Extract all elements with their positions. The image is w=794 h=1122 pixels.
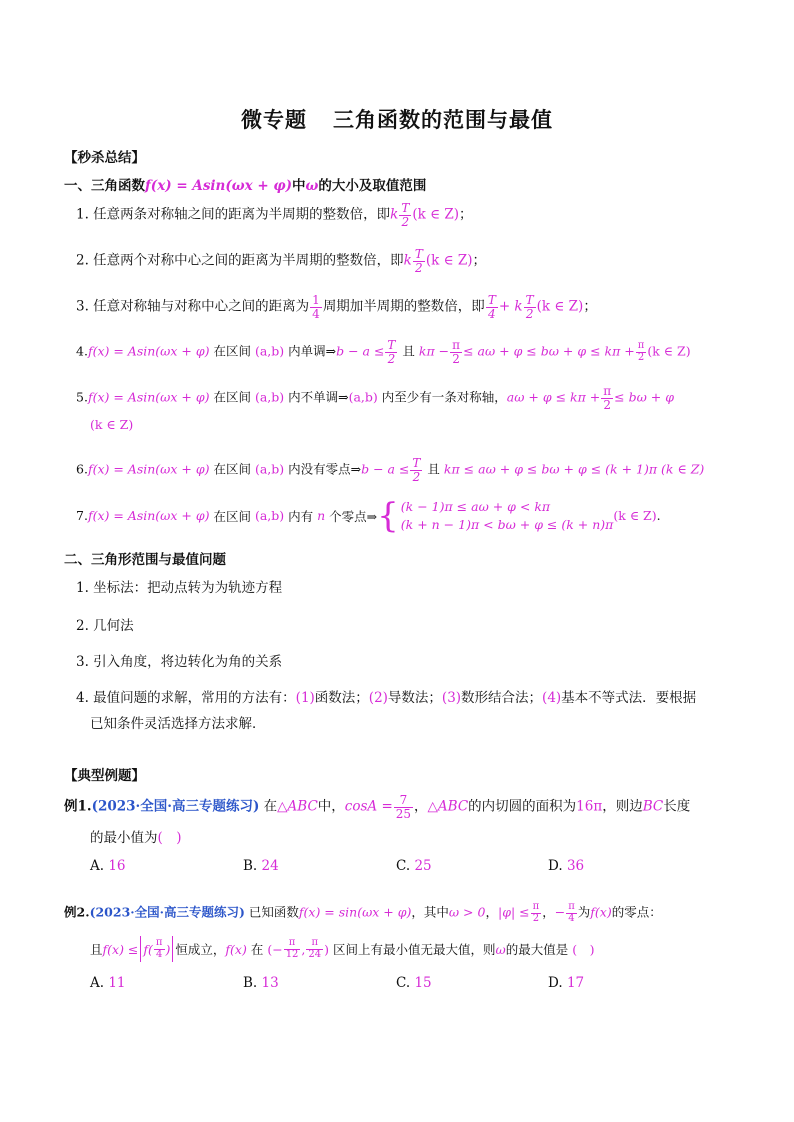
item3-n1: T [487,293,496,307]
ex2-ad: 4 [156,948,163,960]
summary-item-6 [76,457,704,483]
ex2-comma: , [301,941,306,957]
item2-fraction [413,248,425,274]
ex2-iv-left: (− [267,941,283,957]
item1-k: k [390,206,399,223]
item5-formula: f(x) = Asin(ωx + φ) [87,389,210,405]
item3-frac-1 [486,294,498,320]
ex1-choice-b [243,858,279,874]
summary-item-2 [76,248,486,274]
ex2-absclose: ) [165,941,171,957]
item1-den: 2 [401,214,410,229]
method-4-num: (4) [542,690,562,706]
ex2-choice-b-value: 13 [261,975,279,991]
ex2-choice-a-value: 11 [108,975,126,991]
item5-c: 内至少有一条对称轴， [381,389,507,405]
item4-gn: π [452,338,461,352]
item4-b: 内单调⇒ [288,343,337,359]
section1-heading-mid: 中 [291,178,306,194]
item4-e: 且 [402,343,415,359]
item4-a: 在区间 [213,343,251,359]
item5-interval: (a,b) [254,389,285,405]
example-1-line2 [90,826,182,846]
ex2-zn: π [568,901,575,912]
ex2-omega-cond: ω > 0 [448,904,486,920]
item7-row-1: (k − 1)π ≤ aω + φ < kπ [400,499,551,514]
ex1-label: 例1. [64,798,92,815]
section2-item-2: 2. 几何法 [76,618,134,634]
section2-item-4-line2: 已知条件灵活选择方法求解． [90,716,266,732]
item6-e: 且 [427,461,440,477]
ex2-source: (2023·全国·高三专题练习) [89,904,245,920]
item4-hfrac [636,341,647,363]
ex2-id2: 24 [308,948,322,960]
section1-heading-formula: f(x) = Asin(ωx + φ) [145,178,292,194]
item4-hd: 2 [637,351,645,363]
ex2-fx2: f(x) [225,941,247,957]
ex2-pd: 2 [532,912,540,924]
ex2-d: ， [542,904,555,920]
item7-end: . [656,508,661,523]
ex2-choice-c [396,975,432,991]
ex2-a: 已知函数 [248,904,299,920]
item6-b: 内没有零点⇒ [288,461,362,477]
ex2-an: π [155,937,163,948]
ex1-choice-b-letter: B. [243,858,258,874]
item1-fraction [399,202,411,228]
ex1-f: 长度 [663,798,691,815]
section1-heading-pre: 一、三角函数 [64,178,145,194]
item6-c: b − a ≤ [361,461,410,477]
method-1-num: (1) [295,690,315,706]
item5-gn: π [603,384,612,398]
ex2-answer-blank: ( ) [572,942,595,957]
section2-item-4 [76,686,696,706]
ex2-pn: π [532,901,540,912]
item7-system: { (k − 1)π ≤ aω + φ < kπ (k + n − 1)π < bω + φ ≤ (k + n)π [377,495,614,536]
method-4: 基本不等式法．要根据 [561,690,697,706]
item4-hn: π [637,340,645,352]
ex2-zd: 4 [568,912,575,924]
method-2-num: (2) [368,690,388,706]
ex2-g: 的零点： [611,904,662,920]
ex2-abs-value [138,936,175,962]
item6-frac [410,457,422,483]
item3-quarter [310,294,322,320]
method-1: 函数法； [314,690,369,706]
summary-heading: 【秒杀总结】 [64,150,145,166]
item3-tail: (k ∈ Z) [536,298,584,315]
ex1-choice-c-value: 25 [414,858,432,874]
item4-gfrac [450,339,462,365]
ex1-den: 25 [395,806,412,821]
method-2: 导数法； [387,690,442,706]
ex2-abs-frac [154,938,165,960]
ex1-source: (2023·全国·高三专题练习) [91,798,260,815]
ex1-choice-d [548,858,584,874]
item4-gd: 2 [452,351,460,366]
item6-g: kπ ≤ aω + φ ≤ bω + φ ≤ (k + 1)π (k ∈ Z) [443,461,705,477]
ex1-choice-a-letter: A. [90,858,105,874]
section2-heading: 二、三角形范围与最值问题 [64,552,226,568]
page-title [0,104,794,134]
item7-pre: 7. [76,508,88,523]
ex2-fx: f(x) [590,904,612,920]
item7-c: 个零点⇒ [329,508,378,524]
item5-a: 在区间 [213,389,251,405]
item3-d2: 2 [525,306,534,321]
item3-text: 3. 任意对称轴与对称中心之间的距离为 [76,298,310,315]
item4-formula: f(x) = Asin(ωx + φ) [87,343,210,359]
ex1-d: 的内切圆的面积为 [468,798,577,815]
item4-interval: (a,b) [254,343,285,359]
item6-pre: 6. [76,461,88,477]
item5-interval-2: (a,b) [348,389,378,405]
ex1-choice-a [90,858,126,874]
summary-item-1 [76,202,473,228]
ex1-bc: BC [642,798,664,815]
ex1-a: 在 [263,798,278,815]
item7-tail: (k ∈ Z) [613,508,657,523]
item7-a: 在区间 [213,508,251,524]
example-1 [64,794,690,820]
item3-den: 4 [312,306,320,321]
method-3-num: (3) [441,690,462,706]
item4-h: ≤ aω + φ ≤ bω + φ ≤ kπ + [463,343,635,359]
section1-heading-omega: ω [305,178,319,194]
item3-frac-2 [524,294,536,320]
item2-end: ； [472,252,487,269]
ex2-h: 恒成立， [175,942,226,957]
item3-n2: T [525,293,534,307]
ex1-triangle-2: △ABC [427,798,469,815]
item7-interval: (a,b) [254,508,285,523]
examples-heading: 【典型例题】 [64,768,145,784]
ex2-choice-b-letter: B. [243,975,258,991]
summary-item-5 [76,385,674,411]
ex1-area: 16π [576,798,603,815]
ex2-choice-d [548,975,584,991]
section1-heading [64,174,426,194]
item3-end: ； [583,298,597,315]
item6-d: 2 [412,469,421,484]
item7-n: n [317,508,326,523]
item3-plus: + k [498,298,523,315]
item5-b: 内不单调⇒ [288,389,349,405]
ex2-b: ，其中 [411,904,449,920]
ex2-ineq: f(x) ≤ [102,941,139,957]
ex2-in1: π [284,938,301,950]
ex1-num: 7 [394,794,413,808]
title-part-1: 微专题 [241,107,307,132]
ex1-choice-d-letter: D. [548,858,563,874]
ex1-c: ， [414,798,428,815]
item3-mid: 周期加半周期的整数倍，即 [322,298,485,315]
ex2-e: 为 [577,904,591,920]
ex1-triangle: △ABC [277,798,318,815]
summary-item-3 [76,294,597,320]
item5-g: aω + φ ≤ kπ + [506,389,601,405]
item6-n: T [412,456,421,470]
ex2-choice-c-letter: C. [396,975,411,991]
ex2-i: 在 [250,942,264,957]
ex1-frac [394,794,413,820]
item2-tail: (k ∈ Z) [425,252,473,269]
ex2-choice-b [243,975,279,991]
ex2-zero-frac [566,902,577,924]
ex2-iv-frac-1 [284,938,301,960]
item3-d1: 4 [488,306,496,321]
item6-formula: f(x) = Asin(ωx + φ) [87,461,210,477]
ex2-choice-d-letter: D. [548,975,563,991]
item6-a: 在区间 [213,461,251,477]
item1-num: T [401,201,410,215]
ex2-iv-right: ) [324,941,330,957]
item2-text: 2. 任意两个对称中心之间的距离为半周期的整数倍，即 [76,252,404,269]
ex1-b: 中， [317,798,345,815]
item4-tail: (k ∈ Z) [647,343,691,359]
item5-gfrac [601,385,613,411]
item4-g: kπ − [418,343,450,359]
example-2-line2 [90,936,595,962]
item4-d: 2 [387,351,396,366]
ex2-c: ， [485,904,498,920]
ex1-choice-a-value: 16 [108,858,126,874]
ex2-choice-a-letter: A. [90,975,105,991]
ex2-id1: 12 [285,948,299,960]
item1-tail: (k ∈ Z) [412,206,460,223]
ex2-neg: − [554,904,566,920]
item5-h: ≤ bω + φ [614,389,674,405]
item5-pre: 5. [76,389,88,405]
item7-b: 内有 [288,508,314,524]
summary-item-4 [76,339,691,365]
title-part-2: 三角函数的范围与最值 [333,107,553,132]
section2-item-3: 3. 引入角度，将边转化为角的关系 [76,654,283,670]
item7-row-2: (k + n − 1)π < bω + φ ≤ (k + n)π [400,516,614,532]
item2-k: k [403,252,412,269]
item5-gd: 2 [603,397,612,412]
item5-line2: (k ∈ Z) [90,417,134,432]
summary-item-7 [76,495,661,536]
ex1-choice-b-value: 24 [261,858,279,874]
ex2-omega: ω [495,941,506,957]
item7-formula: f(x) = Asin(ωx + φ) [87,508,210,523]
item1-end: ； [459,206,473,223]
ex2-k: 的最大值是 [505,942,569,957]
section2-item-1: 1. 坐标法：把动点转为为轨迹方程 [76,580,283,596]
ex1-choice-d-value: 36 [566,858,585,874]
item4-methods-pre: 4. 最值问题的求解，常用的方法有： [76,690,296,706]
item4-n: T [387,338,396,352]
ex2-phi-cond: |φ| ≤ [497,904,530,920]
item6-interval: (a,b) [254,461,285,477]
item2-den: 2 [415,260,423,275]
ex1-choice-c-letter: C. [396,858,411,874]
ex1-choice-c [396,858,432,874]
item4-c: b − a ≤ [336,343,385,359]
ex2-in2: π [306,938,323,950]
ex2-line2-pre: 且 [90,942,103,957]
ex2-function: f(x) = sin(ωx + φ) [298,904,412,920]
item2-num: T [414,247,423,261]
example-2 [64,902,662,924]
ex2-choice-a [90,975,126,991]
ex2-absf: f( [143,941,153,957]
item1-text: 1. 任意两条对称轴之间的距离为半周期的整数倍，即 [76,206,391,223]
ex2-phi-frac [531,902,542,924]
ex1-cos: cosA = [344,798,393,815]
item4-pre: 4. [76,343,88,359]
item4-frac [385,339,397,365]
method-3: 数形结合法； [461,690,543,706]
section1-heading-post: 的大小及取值范围 [318,178,427,194]
ex1-e: ，则边 [602,798,643,815]
ex2-j: 区间上有最小值无最大值，则 [333,942,496,957]
ex1-line2: 的最小值为 [90,830,158,846]
ex2-choice-d-value: 17 [566,975,585,991]
ex2-label: 例2. [64,904,90,920]
ex1-answer-blank: ( ) [157,830,182,846]
item3-num: 1 [312,293,320,307]
ex2-iv-frac-2 [306,938,323,960]
ex2-choice-c-value: 15 [414,975,432,991]
